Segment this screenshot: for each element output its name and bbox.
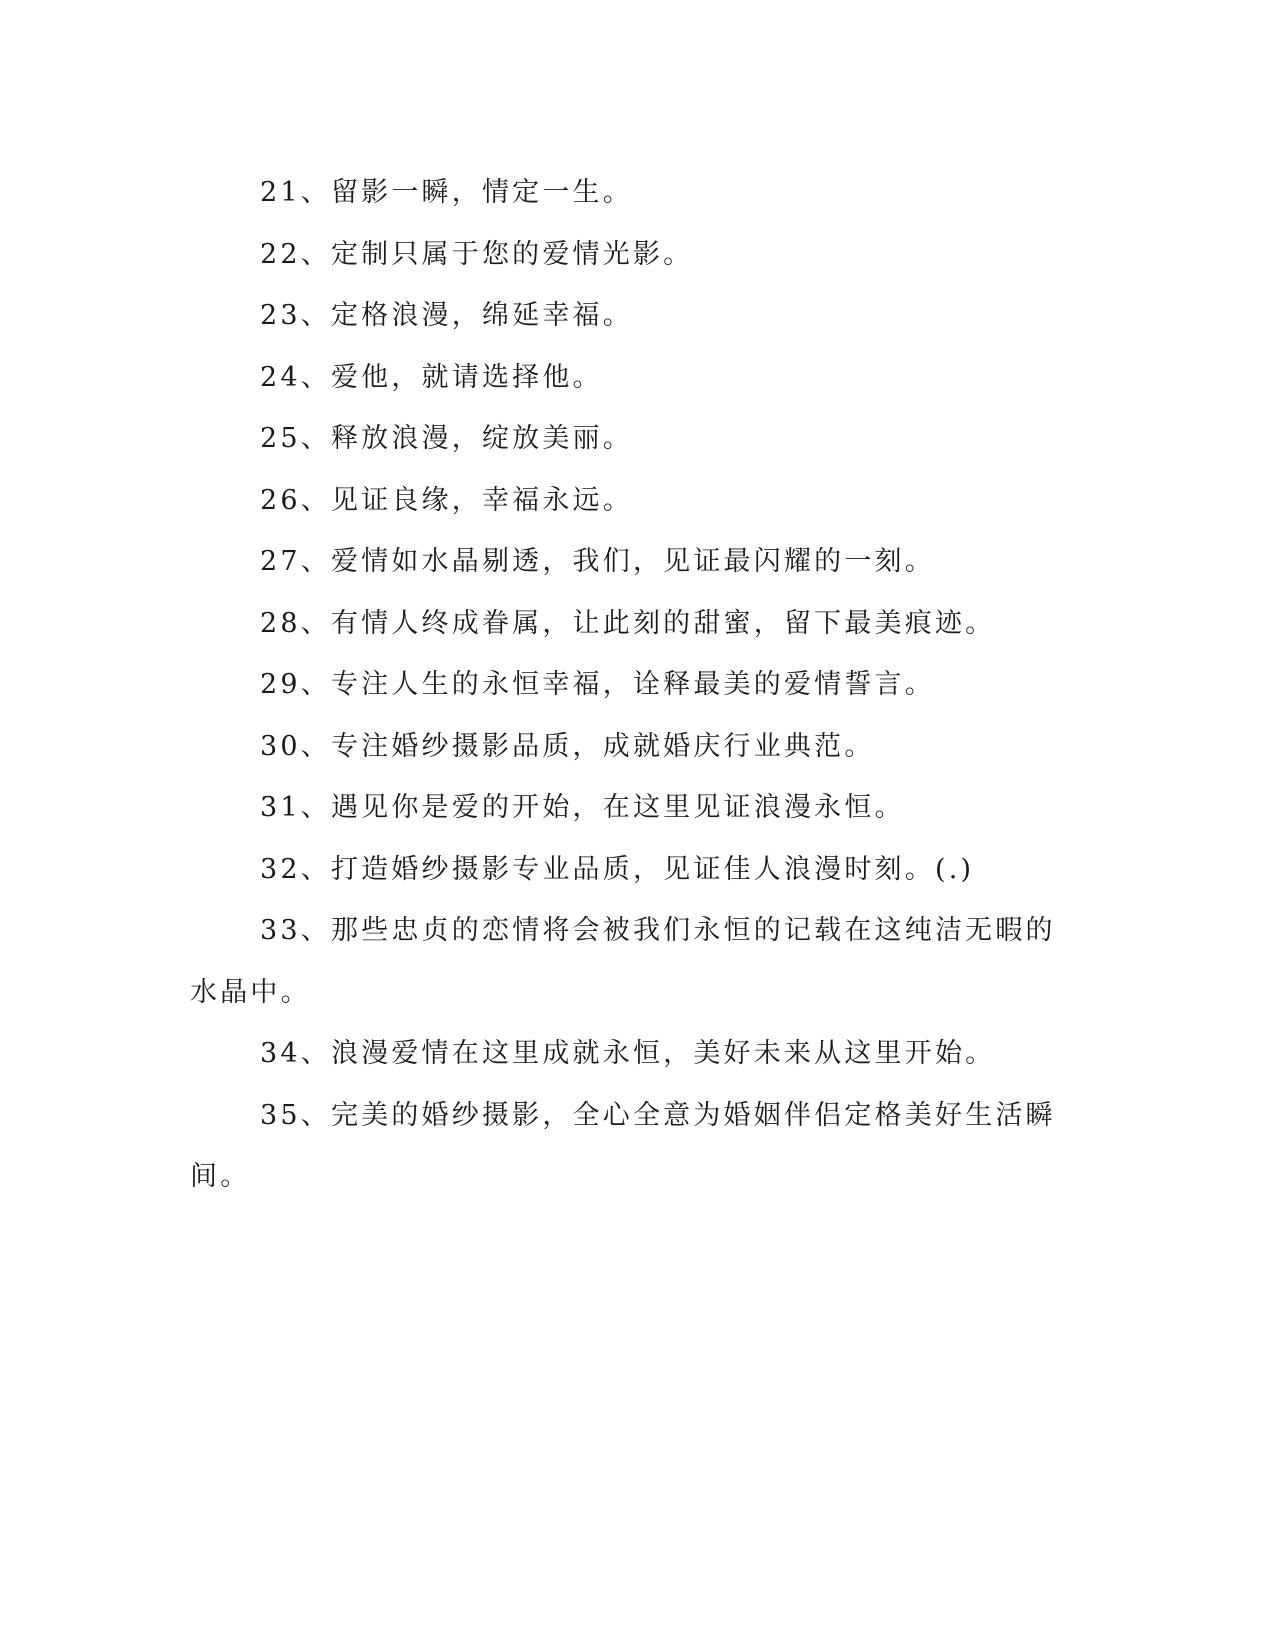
document-body (190, 162, 1080, 1208)
paragraph-32: 32、打造婚纱摄影专业品质，见证佳人浪漫时刻。(.) (260, 853, 975, 885)
paragraph-34: 34、浪漫爱情在这里成就永恒，美好未来从这里开始。 (260, 1038, 996, 1069)
paragraph-31: 31、遇见你是爱的开始，在这里见证浪漫永恒。 (260, 792, 905, 823)
paragraph-24: 24、爱他，就请选择他。 (260, 361, 603, 393)
paragraph-35: 35、完美的婚纱摄影，全心全意为婚姻伴侣定格美好生活瞬间。 (190, 1099, 1056, 1192)
paragraph-22: 22、定制只属于您的爱情光影。 (260, 238, 694, 270)
paragraph-25: 25、释放浪漫，绽放美丽。 (260, 423, 633, 454)
paragraph-23: 23、定格浪漫，绵延幸福。 (260, 300, 633, 331)
paragraph-26: 26、见证良缘，幸福永远。 (260, 484, 633, 516)
paragraph-28: 28、有情人终成眷属，让此刻的甜蜜，留下最美痕迹。 (260, 607, 996, 639)
paragraph-21: 21、留影一瞬，情定一生。 (260, 177, 633, 208)
paragraph-29: 29、专注人生的永恒幸福，诠释最美的爱情誓言。 (260, 669, 935, 700)
paragraph-30: 30、专注婚纱摄影品质，成就婚庆行业典范。 (260, 730, 875, 762)
paragraph-27: 27、爱情如水晶剔透，我们，见证最闪耀的一刻。 (260, 546, 935, 577)
paragraph-33: 33、那些忠贞的恋情将会被我们永恒的记载在这纯洁无暇的水晶中。 (190, 915, 1056, 1008)
